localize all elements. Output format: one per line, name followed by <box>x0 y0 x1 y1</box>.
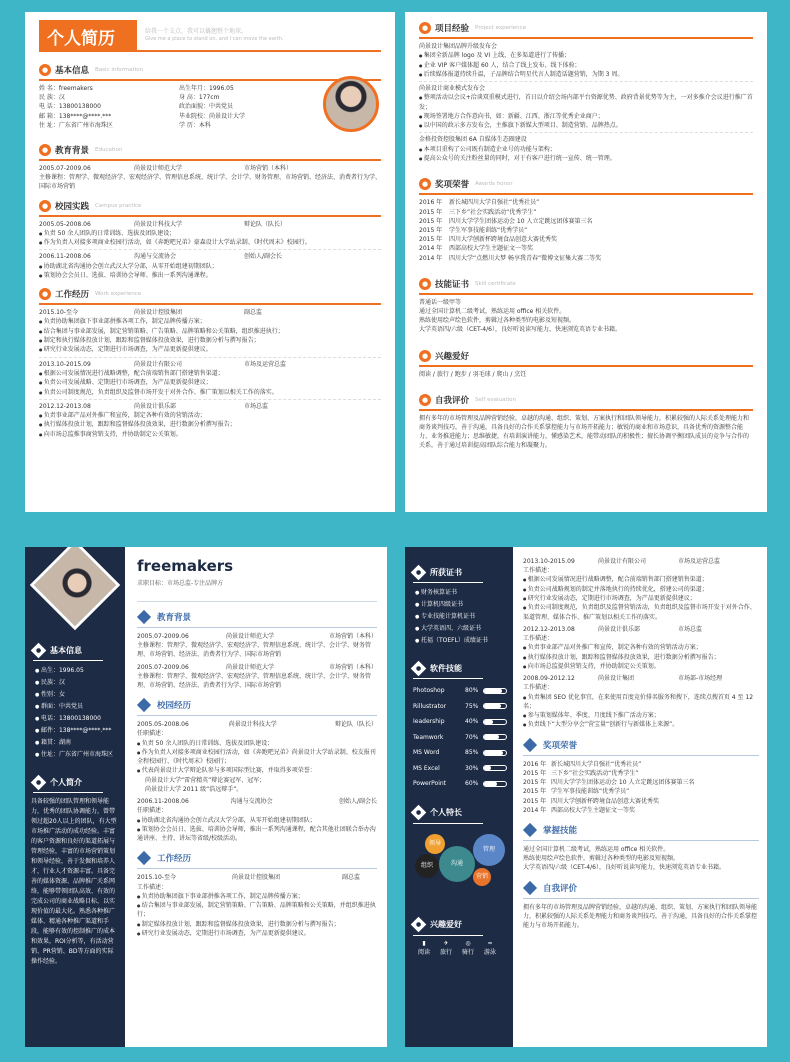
list-item: ● 整项活动以会议+洽谈双重模式进行，首日以介绍会场内部平台资源优势、政府背景优势等为主，一对多推介会议进行推广首发； <box>419 93 753 112</box>
campus-row: 2005.05-2008.06 尚景设计科技大学 辩论队（队长） <box>137 721 377 729</box>
main-content: 2013.10-2015.09 尚景设计有限公司 市场及运营总监 工作描述： ● 根据公司发展情况进行战略调整，配合前端销售部门搭建销售渠道； ● 负责公司战略规划的制定并落地执行的持续优化，搭建公司的渠道； ● 研究行业发展动态，定期进行市场调查，为产品更新提供建议； ● 负责公司制度规范，负责组织及监督营销活动，负责组织及监督市场开发于对外合作、渠道管理、媒体合作、推广策划以相关工作的落实。 2012.12-2013.08 尚景设计俱乐部 市场总监 工作描述： ● 负责事业部产品对外推广和宣传，制定各种有效的营销活动方案； ● 执行媒体投放计划，跟踪和监督媒体投放效果，进行数据分析撰写报告； ● 向市场总监提供营销支持，并协助制定公关策划。 2008.09-2012.12 尚景设计集团 市场部-市场经理 工作描述： ● 负责集团 SEO 优化事宜，在来使用百度竞价排名服务和搜下，连续点搜首页 4 至 12 名； ● 参与策划媒体年、季度、月度线下推广活动方案； ● 负责线下“大型分享会”营宝量“创新行与新媒体上来源”。 奖项荣誉 2016 年 新长城四川大学自强社“优秀社员” 2015 年 三下乡”社会实践活动“优秀学生” 2015 年 四川大学学生团体运动会 10 人立定跳远团体赛第三名 2015 年 学生军事技能训练“优秀学员” 2015 年 四川大学刨新杯跨境食品创意大赛优秀奖 2014 年 西部高校大学生主题征文一等奖 掌握技能 通过全国计算机二级考试，熟练运用 office 相关软件。 熟练使用绘声绘色软件，剪辑过各种类型的电影及短视频。 大学英语四/六级（CET-4/6），良好听说读写能力，快速浏览英语专业书籍。 自我评价 拥有多年的市场管理及品牌营销经验，卓越的沟通、组织、策划、方案执行和团队领导能力，积累较强的人际关系处理能力和商务谈判技巧，善于沟通，具备良好的合作关系掌控能力与市场开拓能力。 <box>523 557 759 930</box>
skill-line: 普通话一级甲等 <box>419 298 462 306</box>
section-intro: ● 个人简介 <box>33 775 125 789</box>
list-item: ● 制定媒体投放计划，跟踪和监督媒体投放效果，进行数据分析与撰写报告； <box>137 920 377 929</box>
skill-bar: PowerPoint 60% <box>413 776 513 792</box>
section-project: ● 项目经验 Project experience <box>419 21 753 35</box>
list-item: ● 执行媒体投放计划，跟踪和监督媒体投放效果，进行数据分析撰写报告； <box>523 653 759 662</box>
info-name: 姓 名：freemakers <box>39 85 93 92</box>
skill-line: 熟练使用绘声绘色软件，剪辑过各种类型的电影及短视频。 <box>523 855 680 863</box>
swim-icon: ≈ <box>487 939 493 947</box>
list-item: ● 制定和执行媒体投放计划，跟踪和监督媒体投放效果，进行数据分析与撰写报告； <box>39 336 381 345</box>
person-icon: ● <box>31 774 47 790</box>
bubble: 沟通 <box>439 846 475 882</box>
list-item: ● 负责事业部产品对外推广和宣传，制定各种有效的营销活动方案； <box>523 643 759 652</box>
list-item: ● 企业 VIP 客户媒体超 60 人，结合了线上发布、线下体验； <box>419 61 753 70</box>
list-item: ● 负责公司发展战略、定期进行市场调查，为产品更新提供建议； <box>39 378 381 387</box>
list-item: ● 向市场总监提供营销支持，并协助制定公关策划。 <box>523 662 759 671</box>
section-skills: ● 技能证书 Skill certificate <box>419 277 753 291</box>
work-row: 2013.10-2015.09 尚景设计有限公司 市场及运营总监 <box>523 558 721 565</box>
list-item: ● 提高公众号的关注粉丝量的同时，对于有客户进行统一宣传、统一管理。 <box>419 154 753 163</box>
edu-row: 2005.07-2009.06 尚景设计师范大学 市场营销（本科） <box>39 165 293 172</box>
award-row: 2016 年 新长城四川大学自强社“优秀社员” <box>419 199 540 207</box>
info-height: 身 高：177cm <box>179 94 220 102</box>
info-ethnicity: 民 族：汉 <box>39 94 65 102</box>
bubble: 管理 <box>473 834 505 866</box>
user-icon: ● <box>39 64 51 76</box>
list-item: 尚景设计大学 2011 级“浩远辩手”。 <box>145 785 243 793</box>
graduation-cap-icon: ● <box>39 144 51 156</box>
list-item: ● 负责集团 SEO 优化事宜，在来使用百度竞价排名服务和搜下，连续点搜首页 4 至 12 名； <box>523 693 759 712</box>
sidebar-left <box>25 547 125 1047</box>
work-row: 2012.12-2013.08 尚景设计俱乐部 市场总监 <box>523 625 703 633</box>
section-work: ● 工作经历 Work experience <box>39 287 381 301</box>
list-item: ● 研究行业发展动态，定期进行市场调查，为产品更新提供建议； <box>523 594 759 603</box>
section-basic-info: ● 基本信息 <box>33 643 125 657</box>
edu-courses: 主修课程：管理学、微观经济学、宏观经济学、管理信息系统、统计学、会计学、财务管理、市场营销、经济法、消费者行为学、国际市场营销 <box>137 642 372 659</box>
self-evaluation-text: 拥有多年的市场管理及品牌营销经验，卓越的沟通、组织、策划、方案执行和团队领导能力，积累较强的人际关系处理能力和商务谈判技巧，善于沟通，具备良好的合作关系掌控能力与市场开拓能力。 <box>523 903 758 929</box>
header-rule <box>39 50 381 52</box>
cert-item: ● 托福（TOEFL）成绩证书 <box>415 635 513 647</box>
info-item: ● 电话：13800138000 <box>35 713 125 725</box>
candidate-name: freemakers <box>137 557 234 575</box>
resume-title: 个人简历 <box>47 29 115 49</box>
computer-icon: ● <box>411 660 427 676</box>
list-item: ● 以中国的政示多方发布会，主推旗下新媒大型项目、制造营销、品牌热点。 <box>419 121 753 130</box>
project-title: 尚景设计商业模式发布会 <box>419 85 486 93</box>
section-basic-info: ● 基本信息 Basic information <box>39 63 381 77</box>
info-item: ● 群面：中共党员 <box>35 701 125 713</box>
section-education: 教育背景 <box>137 610 377 624</box>
intro-text: 具备较强的团队管理和领导能力，优秀的团队协调能力，曾带领过超20人以上的团队，有大型市场推广活动的成功经验。丰富的客户资源和良好的渠道拓展与管理经验，丰富的市场营销策划和领导经验，善于发掘和培养人才，行业人才资源丰富。具备完善的媒体资源、品牌推广关系网络，能够带领团队高效、有效的完成公司的商业战略目标，以实现价值的最大化。熟悉各种推广媒体、精通各种推广渠道和手段，能够有效的控制推广的成本和效果，ROI分析等，有活动营销、PR营销、BD等方面的实际操作经验。 <box>31 798 117 965</box>
slogan-cn: 给我一个支点，我可以撬翘整个地球。 <box>145 28 248 35</box>
section-awards: ● 奖项荣誉 Awards honor <box>419 177 753 191</box>
info-phone: 电 话：13800138000 <box>39 103 101 111</box>
job-target: 求职目标：市场总监-专注品牌方 <box>137 580 224 587</box>
list-item: ● 作为负责人对接多项商业校园行活动，如《奔跑吧兄弟》豪森设计大学站录制、《时代周末》校园行。 <box>39 238 381 247</box>
list-item: ● 研究行业发展动态，定期进行市场调查，为产品更新提供建议。 <box>137 929 377 938</box>
award-row: 2015 年 学生军事技能训练“优秀学员” <box>523 788 630 796</box>
bike-icon: ◎ <box>465 939 471 947</box>
info-item: ● 民族：汉 <box>35 677 125 689</box>
list-item: ● 结合集团与事业部发展，制定营销策略、广告策略、品牌策略和公关策略，组织推进执行； <box>39 327 381 336</box>
list-item: ● 负责公司制度规范，负责组织及监督市场开发于对外合作、推广策划以相关工作的落实。 <box>39 388 381 397</box>
award-row: 2015 年 四川大学学生团体运动会 10 人立定跳远团体赛第三名 <box>523 779 695 787</box>
list-item: 尚景设计大学“雷营精英”辩论赛冠军、冠军； <box>145 776 266 784</box>
campus-row: 2006.11-2008.06 沟通与交流协会 创始人/副会长 <box>39 253 283 261</box>
work-row: 2012.12-2013.08 尚景设计俱乐部 市场总监 <box>39 402 269 410</box>
section-hobbies: ● 兴趣爱好 <box>413 918 513 932</box>
list-item: ● 后续媒体报道持续升温，子品牌结合明星代言人制造话题营销，为期 3 周。 <box>419 70 753 79</box>
list-item: ● 负责事业部产品对外推广和宣传，制定各种有效的营销活动； <box>39 411 381 420</box>
list-item: ● 负责线下“大型分享会”营宝量“创新行与新媒体上来源”。 <box>523 720 759 729</box>
bubble: 组织 <box>415 854 439 878</box>
edu-row: 2005.07-2009.06 尚景设计师范大学 市场营销（本科） <box>137 633 377 640</box>
list-item: ● 策划协会会员日、选拔、培训协会导师，推出一系列沟通课程，配合其他社团联合举办沟通讲座、主持、讲坛等省级/校级活动。 <box>137 825 377 844</box>
list-item: ● 负责协助集团旗下事业部拼推各项工作，制定品牌传播方案； <box>137 892 377 901</box>
bubble: 营销 <box>473 868 491 886</box>
award-row: 2014 年 四川大学“点燃川大梦 畅享我青春”微博文征集大赛二等奖 <box>419 254 602 262</box>
list-item: ● 参与策划媒体年、季度、月度线下推广活动方案； <box>523 711 759 720</box>
skill-bar: Teamwork 70% <box>413 730 513 746</box>
section-hobbies: ● 兴趣爱好 <box>419 349 753 363</box>
award-row: 2015 年 学生军事技能训练“优秀学员” <box>419 226 528 234</box>
user-icon: ● <box>31 642 47 658</box>
info-item: ● 出生：1996.05 <box>35 665 125 677</box>
list-item: ● 集团全新品牌 logo 及 VI 上线，在多渠道进行了传播； <box>419 51 753 60</box>
award-row: 2015 年 三下乡”社会实践活动“优秀学生” <box>419 208 537 216</box>
cert-item: ● 财务核算证书 <box>415 587 513 599</box>
list-item: ● 研究行业发展动态，定期进行市场调查，为产品更新提供建议。 <box>39 345 381 354</box>
list-item: ● 根据公司发展情况进行战略调整，配合前端销售部门搭建销售渠道； <box>39 369 381 378</box>
info-birth: 出生年月：1996.05 <box>179 85 234 92</box>
award-row: 2015 年 四川大学刨新杯跨境食品创意大赛优秀奖 <box>523 797 660 805</box>
heart-icon: ● <box>419 350 431 362</box>
work-row: 2015.10-至今 尚景设计控股集团 副总监 <box>39 309 263 317</box>
hobby-icons: ▮ 阅读 ✈ 旅行 ◎ 骑行 ≈ 游泳 <box>413 940 513 956</box>
diamond-icon <box>523 823 537 837</box>
section-work: 工作经历 <box>137 851 377 865</box>
skill-line: 大学英语四/六级（CET-4/6），良好听说读写能力，快速浏览英语专业书籍。 <box>523 864 725 872</box>
skill-bar: MS Excel 30% <box>413 761 513 777</box>
main-content: freemakers 求职目标：市场总监-专注品牌方 教育背景 2005.07-2009.06 尚景设计师范大学 市场营销（本科） 主修课程：管理学、微观经济学、宏观经济学、管理信息系统、统计学、会计学、财务管理、市场营销、经济法、消费者行为学、国际市场营销 2005.07-2009.06 尚景设计师范大学 市场营销（本科） 主修课程：管理学、微观经济学、宏观经济学、管理信息系统、统计学、会计学、财务管理、市场营销、经济法、消费者行为学、国际市场营销 校园经历 2005.05-2008.06 尚景设计科技大学 辩论队（队长） 任职描述： ● 负责 50 余人团队的日常训练、选拔及团队建设； ● 作为负责人对接多项商业校园行活动，如《奔跑吧兄弟》尚景设计大学站录制、校友报刊全程校园行、《时代周末》校园行； ● 代表尚景设计大学辩论队参与多项国际型比赛，并取得多项荣誉： 尚景设计大学“雷营精英”辩论赛冠军、冠军； 尚景设计大学 2011 级“浩远辩手”。 2006.11-2008.06 沟通与交流协会 创始人/副会长 任职描述： ● 协助湖北省沟通协会创立武汉大学分部，从零开始组建初期团队； ● 策划协会会员日、选拔、培训协会导师，推出一系列沟通课程，配合其他社团联合举办沟通讲座、主持、讲坛等省级/校级活动。 工作经历 2015.10-至今 尚景设计控股集团 副总监 工作描述： ● 负责协助集团旗下事业部拼推各项工作，制定品牌传播方案； ● 结合集团与事业部发展，制定营销策略、广告策略、品牌策略和公关策略，并组织推进执行； ● 制定媒体投放计划，跟踪和监督媒体投放效果，进行数据分析与撰写报告； ● 研究行业发展动态，定期进行市场调查，为产品更新提供建议。 <box>137 557 377 938</box>
list-item: ● 负责 50 余人团队的日常训练、选拔及团队建设； <box>39 229 381 238</box>
cert-item: ● 大学英语四、六级证书 <box>415 623 513 635</box>
section-campus: ● 校园实践 Campus practice <box>39 199 381 213</box>
avatar <box>323 76 379 132</box>
list-item: ● 策划协会会员日、选拔、培训协会导师、推出一系列沟通课程。 <box>39 271 381 280</box>
bubble: 领导 <box>425 834 445 854</box>
diamond-icon <box>137 851 151 865</box>
award-row: 2015 年 四川大学刨新杯跨境食品创意大赛优秀奖 <box>419 236 558 244</box>
section-self-evaluation: 自我评价 <box>523 881 759 895</box>
project-title: 尚景设计集团品牌升级发布会 <box>419 43 498 50</box>
section-skills: 掌握技能 <box>523 823 759 837</box>
skill-line: 熟练使用绘声绘色软件，剪辑过各种类型的电影及短视频。 <box>419 317 576 325</box>
briefcase-icon: ● <box>39 288 51 300</box>
list-item: ● 负责协助集团旗下事业部拼推各项工作，制定品牌传播方案； <box>39 317 381 326</box>
diamond-icon <box>523 881 537 895</box>
award-row: 2014 年 西部高校大学生主题征文一等奖 <box>419 245 534 253</box>
list-item: ● 负责 50 余人团队的日常训练、选拔及团队建设； <box>137 739 377 748</box>
self-evaluation-text: 拥有多年的市场管理及品牌营销经验，卓越的沟通、组织、策划、方案执行和团队领导能力，积累较强的人际关系处理能力和商务谈判技巧，善于沟通，具备良好的合作关系掌控能力与市场开拓能力；敏锐的商业和市场意识，具备优秀的资源整合能力、业务推进能力；思维敏捷，有培训演讲能力，懂感染艺术，能带动团队的积极性；擅长协调平衡团队成员的竞争与合作的关系，善于通过培训提高团队综合能力和凝聚力。 <box>419 414 750 450</box>
section-campus: 校园经历 <box>137 698 377 712</box>
list-item: ● 协助湖北省沟通协会创立武汉大学分部，从零开始组建初期团队； <box>137 816 377 825</box>
info-item: ● 住址：广东省广州市海珠区 <box>35 749 125 761</box>
award-row: 2014 年 西部高校大学生主题征文一等奖 <box>523 806 636 814</box>
work-row: 2008.09-2012.12 尚景设计集团 市场部-市场经理 <box>523 675 723 683</box>
skill-line: 通过全国计算机二级考试，熟练运用 office 相关软件。 <box>419 307 566 315</box>
resume-header <box>25 20 395 56</box>
info-politics: 政治面貌：中共党员 <box>179 103 234 111</box>
diamond-icon <box>137 698 151 712</box>
star-icon: ● <box>411 805 427 821</box>
list-item: ● 负责公司制度规范，负责组织及监督营销活动，负责组织及监督市场开发于对外合作、渠道管理、媒体合作、推广策划以相关工作的落实。 <box>523 603 759 622</box>
book-icon: ▮ <box>422 939 426 947</box>
hobby-list: 阅读 / 旅行 / 跑步 / 羽毛球 / 爬山 / 烹饪 <box>419 370 527 378</box>
folder-icon: ● <box>419 22 431 34</box>
section-awards: 奖项荣誉 <box>523 738 759 752</box>
comment-icon: ● <box>419 394 431 406</box>
resume-page-orange-1 <box>25 12 395 512</box>
plane-icon: ✈ <box>443 939 449 947</box>
cert-item: ● 专业技能计算机证书 <box>415 611 513 623</box>
work-row: 2015.10-至今 尚景设计控股集团 副总监 <box>137 874 361 882</box>
diamond-icon <box>137 610 151 624</box>
list-item: ● 现场签署地方合作意向书，如：新疆、江西、浙江等优秀企业商户； <box>419 112 753 121</box>
list-item: ● 本项目重构了公司既有制造企业号的功能与架构； <box>419 145 753 154</box>
info-school: 毕业院校：尚景设计大学 <box>179 112 246 120</box>
award-row: 2016 年 新长城四川大学自强社“优秀社员” <box>523 760 642 768</box>
section-software: ● 软件技能 <box>413 661 513 675</box>
info-degree: 学 历：本科 <box>179 121 211 129</box>
list-item: ● 负责公司战略规划的制定并落地执行的持续优化，搭建公司的渠道； <box>523 585 759 594</box>
skill-bar: MS Word 85% <box>413 745 513 761</box>
campus-row: 2006.11-2008.06 沟通与交流协会 创始人/副会长 <box>137 798 377 806</box>
slogan-en: Give me a place to stand on, and I can move the earth. <box>145 36 284 42</box>
list-item: ● 代表尚景设计大学辩论队参与多项国际型比赛，并取得多项荣誉： <box>137 766 377 775</box>
info-item: ● 性别：女 <box>35 689 125 701</box>
work-row: 2013.10-2015.09 尚景设计有限公司 市场及运营总监 <box>39 360 287 368</box>
certificate-icon: ● <box>411 564 427 580</box>
resume-page-navy-2 <box>405 547 767 1047</box>
section-traits: ● 个人特长 <box>413 806 513 820</box>
list-item: ● 结合集团与事业部发展，制定营销策略、广告策略、品牌策略和公关策略，并组织推进执行； <box>137 901 377 920</box>
info-address: 住 址：广东省广州市海珠区 <box>39 121 113 129</box>
skill-bar: Ieadership 40% <box>413 714 513 730</box>
flag-icon: ● <box>39 200 51 212</box>
resume-page-orange-2 <box>405 12 767 512</box>
list-item: ● 作为负责人对接多项商业校园行活动，如《奔跑吧兄弟》尚景设计大学站录制、校友报刊全程校园行、《时代周末》校园行； <box>137 748 377 767</box>
award-row: 2015 年 四川大学学生团体运动会 10 人立定跳远团体赛第三名 <box>419 217 593 225</box>
skill-bar: Rillustrator 75% <box>413 699 513 715</box>
avatar <box>30 547 121 630</box>
skill-bar: Photoshop 80% <box>413 683 513 699</box>
heart-icon: ● <box>411 917 427 933</box>
info-email: 邮 箱：138****@****.*** <box>39 112 112 120</box>
list-item: ● 执行媒体投放计划，跟踪和监督媒体投放效果，进行数据分析撰写报告； <box>39 420 381 429</box>
trophy-icon: ● <box>419 178 431 190</box>
award-row: 2015 年 三下乡”社会实践活动“优秀学生” <box>523 769 639 777</box>
diamond-icon <box>523 738 537 752</box>
list-item: ● 协助湖北省沟通协会创立武汉大学分部，从零开始组建初期团队； <box>39 262 381 271</box>
project-title: 金格投资控股集团 6A 自媒体生态圈建设 <box>419 136 527 144</box>
section-education: ● 教育背景 Education <box>39 143 381 157</box>
info-item: ● 籍贯：湖南 <box>35 737 125 749</box>
skill-line: 通过全国计算机二级考试，熟练运用 office 相关软件。 <box>523 845 670 853</box>
skill-line: 大学英语四/六级（CET-4/6），良好听说读写能力，快速浏览英语专业书籍。 <box>419 326 621 334</box>
resume-page-navy-1 <box>25 547 387 1047</box>
edu-courses: 主修课程：管理学、微观经济学、宏观经济学、管理信息系统、统计学、会计学、财务管理、市场营销、经济法、消费者行为学、国际市场营销 <box>39 174 381 191</box>
traits-bubbles <box>411 828 513 912</box>
edu-row: 2005.07-2009.06 尚景设计师范大学 市场营销（本科） <box>137 663 377 671</box>
campus-row: 2005.05-2008.06 尚景设计科技大学 辩论队（队长） <box>39 220 287 228</box>
list-item: ● 向市场总监推事商营销支持，并协助制定公关策划。 <box>39 430 381 439</box>
info-item: ● 邮件：138****@****.*** <box>35 725 125 737</box>
wrench-icon: ● <box>419 278 431 290</box>
edu-courses: 主修课程：管理学、微观经济学、宏观经济学、管理信息系统、统计学、会计学、财务管理、市场营销、经济法、消费者行为学、国际市场营销 <box>137 672 372 690</box>
list-item: ● 根据公司发展情况进行战略调整，配合前端销售部门搭建销售渠道； <box>523 575 759 584</box>
cert-item: ● 计算机四级证书 <box>415 599 513 611</box>
section-certificates: ● 所获证书 <box>413 565 513 579</box>
section-self-evaluation: ● 自我评价 Self evaluation <box>419 393 753 407</box>
sidebar-left <box>405 547 513 1047</box>
